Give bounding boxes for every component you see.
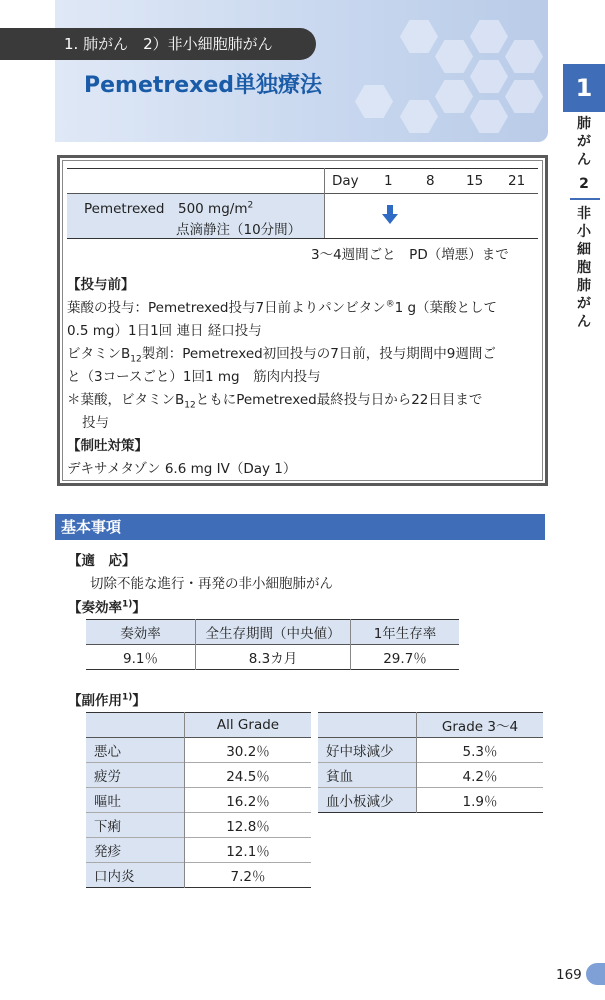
efficacy-table [86,619,459,670]
page-number: 169 [556,967,582,983]
section-title: 基本事項 [55,514,545,540]
ae-name: 貧血 [318,763,417,788]
ae-name: 疲労 [86,763,185,788]
ae-value: 1.9％ [462,794,498,810]
ae-name: 好中球減少 [318,738,417,763]
ae-value: 4.2％ [462,769,498,785]
indication-text: 切除不能な進行・再発の非小細胞肺がん [90,576,333,592]
day-15: 15 [466,173,484,189]
side-tab-char: ん [577,152,591,168]
antiemetic-heading: 【制吐対策】 [67,438,148,454]
indication-heading: 【適 応】 [68,553,136,569]
side-tab-number-2: 2 [579,176,589,192]
efficacy-col-header: 1年生存率 [373,626,437,642]
side-tab-char: が [577,296,591,312]
day-label: Day [332,173,359,189]
all-grade-table [86,712,311,888]
day-1: 1 [384,173,393,189]
efficacy-value: 9.1％ [86,645,196,670]
side-tab-char: 肺 [577,116,591,132]
ae-name: 下痢 [86,813,185,838]
drug-route: 点滴静注（10分間） [176,222,302,238]
antiemetic-text: デキサメタゾン 6.6 mg IV（Day 1） [67,461,297,477]
folic-line: 葉酸の投与：Pemetrexed投与7日前よりパンビタン®1 g（葉酸として [67,299,498,316]
ae-value: 24.5％ [226,769,270,785]
side-tab-number: 1 [563,64,605,112]
side-tab-char: 細 [577,242,591,258]
page-tab-marker [586,963,605,985]
day-21: 21 [508,173,526,189]
ae-name: 嘔吐 [86,788,185,813]
side-tab-char: 胞 [577,260,591,276]
side-tab-char: 非 [577,206,591,222]
side-tab-char: ん [577,314,591,330]
pre-heading: 【投与前】 [67,277,135,293]
ae-name: 血小板減少 [318,788,417,813]
efficacy-col-header: 全生存期間（中央値） [196,620,351,645]
cycle-text: 3～4週間ごと PD（増悪）まで [311,247,509,263]
folic-line-2: 0.5 mg）1日1回 連日 経口投与 [67,323,262,339]
side-tab-char: 小 [577,224,591,240]
grade34-table [318,712,543,813]
ae-value: 7.2％ [230,869,266,885]
side-tab-divider [570,198,600,200]
ae-name: 悪心 [86,738,185,763]
ae-name: 発疹 [86,838,185,863]
all-grade-header: All Grade [216,717,280,733]
chapter-label: 1. 肺がん 2）非小細胞肺がん [0,28,316,60]
ae-value: 30.2％ [226,744,270,760]
b12-line-2: と（3コースごと）1回1 mg 筋肉内投与 [67,369,321,385]
note-line-2: 投与 [82,415,109,431]
ae-value: 5.3％ [462,744,498,760]
ae-value: 16.2％ [226,794,270,810]
side-tab-char: 肺 [577,278,591,294]
grade34-header: Grade 3～4 [441,719,519,735]
note-line: ＊葉酸，ビタミン$B_{12}$ともにPemetrexed最終投与日から22日目まで [67,392,483,411]
adverse-heading: 【副作用$^{1)}$】 [68,692,146,709]
administration-arrow-icon [382,205,398,225]
ae-name: 口内炎 [86,863,185,888]
efficacy-value: 8.3カ月 [196,645,351,670]
efficacy-col-header: 奏効率 [86,620,196,645]
efficacy-heading: 【奏効率$^{1)}$】 [68,599,146,616]
side-tab-char: が [577,134,591,150]
day-8: 8 [426,173,435,189]
drug-dose: Pemetrexed 500 $mg/m^2$ [84,200,254,217]
page-title: Pemetrexed単独療法 [84,73,323,98]
ae-value: 12.8％ [226,819,270,835]
efficacy-value: 29.7％ [383,651,427,667]
ae-value: 12.1％ [226,844,270,860]
b12-line: ビタミン$B_{12}$製剤：Pemetrexed初回投与の7日前，投与期間中9週間ご [67,346,496,365]
